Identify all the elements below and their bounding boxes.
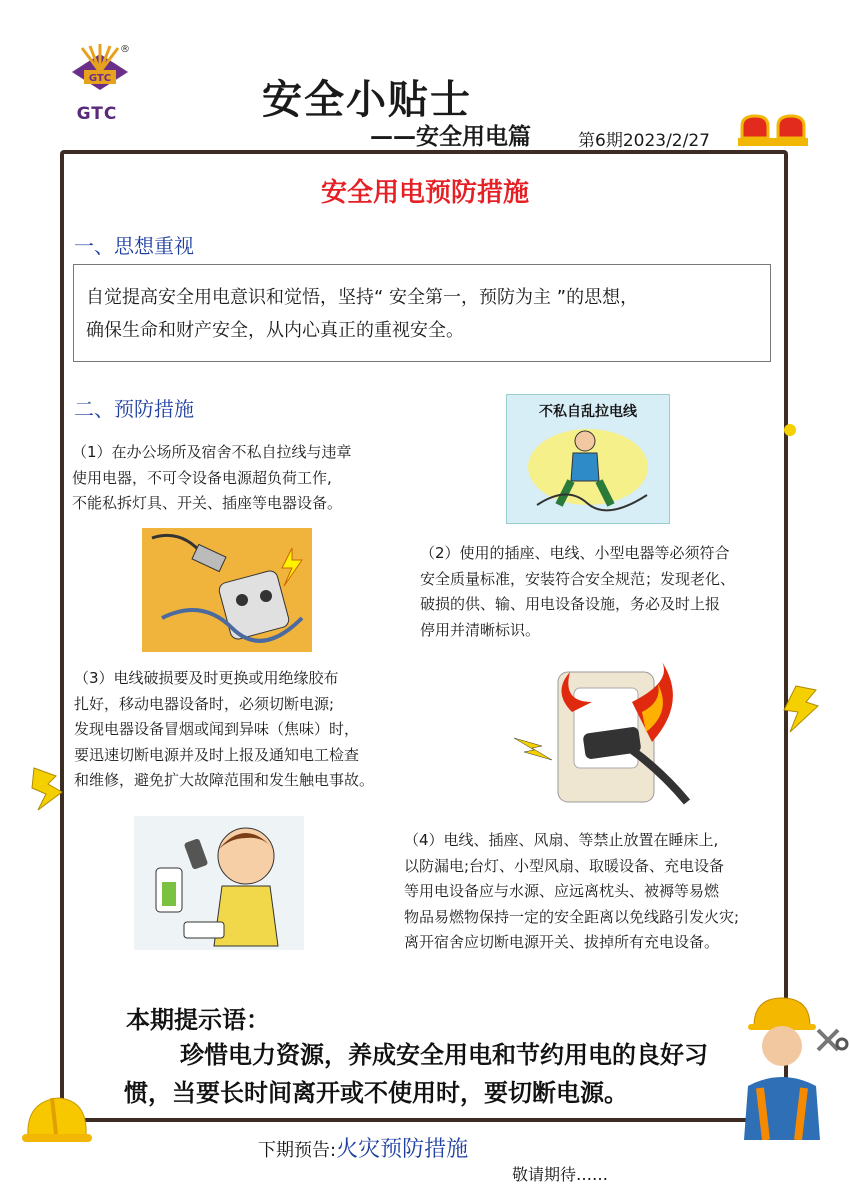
measure-4-line: 物品易燃物保持一定的安全距离以免线路引发火灾; bbox=[404, 907, 740, 926]
next-issue-label: 下期预告: bbox=[258, 1140, 337, 1161]
svg-text:GTC: GTC bbox=[88, 73, 112, 84]
alarm-lights-icon bbox=[736, 112, 810, 148]
page-title: 安全小贴士 bbox=[262, 77, 472, 123]
overloaded-socket-image bbox=[142, 528, 312, 652]
measure-4-line: 离开宿舍应切断电源开关、拔掉所有充电设备。 bbox=[404, 933, 720, 951]
measure-3-line: 发现电器设备冒烟或闻到异味（焦味）时， bbox=[74, 720, 360, 738]
section2-title: 二、预防措施 bbox=[74, 397, 194, 421]
measure-2-line: 安全质量标准，安装符合安全规范；发现老化、 bbox=[420, 569, 736, 588]
tip-body: 珍惜电力资源，养成安全用电和节约用电的良好习惯，当要长时间离开或不使用时，要切断电源。 bbox=[124, 1041, 708, 1107]
measure-4-line: 等用电设备应与水源、应远离枕头、被褥等易燃 bbox=[404, 882, 720, 900]
measure-1-line: 不能私拆灯具、开关、插座等电器设备。 bbox=[72, 494, 343, 512]
decor-dot bbox=[784, 424, 796, 436]
logo-text: GTC bbox=[76, 104, 118, 124]
measure-3-line: 和维修，避免扩大故障范围和发生触电事故。 bbox=[74, 771, 375, 789]
worker-icon bbox=[738, 996, 850, 1140]
measure-4 bbox=[404, 828, 739, 956]
section1-line: 自觉提高安全用电意识和觉悟，坚持“ 安全第一，预防为主 ”的思想， bbox=[86, 287, 639, 308]
section1-line: 确保生命和财产安全，从内心真正的重视安全。 bbox=[86, 320, 464, 341]
lightning-icon bbox=[30, 766, 64, 812]
no-private-wiring-image bbox=[506, 394, 670, 524]
main-heading: 安全用电预防措施 bbox=[320, 178, 529, 208]
tip-title: 本期提示语： bbox=[126, 1006, 270, 1034]
measure-1 bbox=[72, 440, 352, 517]
next-issue-topic: 火灾预防措施 bbox=[336, 1137, 469, 1162]
measure-1-line: （1）在办公场所及宿舍不私自拉线与违章 bbox=[72, 443, 352, 461]
lightning-icon bbox=[780, 684, 820, 734]
issue-date: 第6期2023/2/27 bbox=[578, 131, 710, 151]
measure-3-line: 要迅速切断电源并及时上报及通知电工检查 bbox=[74, 745, 360, 764]
burning-socket-image bbox=[512, 662, 692, 812]
measure-1-line: 使用电器，不可令设备电源超负荷工作, bbox=[72, 468, 332, 487]
measure-3-line: （3）电线破损要及时更换或用绝缘胶布 bbox=[74, 669, 339, 687]
measure-4-line: （4）电线、插座、风扇、等禁止放置在睡床上, bbox=[404, 831, 719, 849]
hard-hat-icon bbox=[22, 1090, 92, 1146]
measure-2-line: 停用并清晰标识。 bbox=[420, 620, 541, 639]
measure-2 bbox=[420, 541, 735, 643]
next-issue bbox=[258, 1132, 468, 1163]
stay-tuned-text: 敬请期待…… bbox=[512, 1165, 609, 1184]
measure-2-line: （2）使用的插座、电线、小型电器等必须符合 bbox=[420, 544, 730, 562]
measure-2-line: 破损的供、输、用电设备设施，务必及时上报 bbox=[420, 595, 721, 613]
child-charging-image bbox=[134, 816, 304, 950]
measure-3 bbox=[74, 666, 374, 794]
section1-title: 一、思想重视 bbox=[74, 234, 194, 258]
registered-mark: ® bbox=[120, 44, 130, 55]
measure-3-line: 扎好，移动电器设备时，必须切断电源; bbox=[74, 694, 335, 713]
page-subtitle: ——安全用电篇 bbox=[370, 124, 531, 150]
section1-box bbox=[73, 264, 771, 362]
image-caption: 不私自乱拉电线 bbox=[539, 404, 637, 420]
measure-4-line: 以防漏电;台灯、小型风扇、取暖设备、充电设备 bbox=[404, 856, 725, 875]
